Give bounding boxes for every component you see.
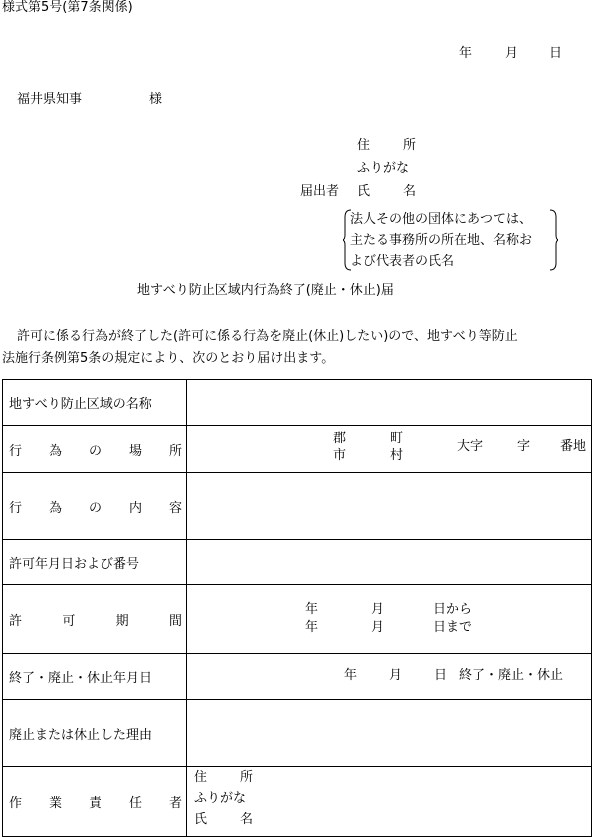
end-day: 日 <box>434 668 448 683</box>
location-oaza: 大字 <box>457 439 484 454</box>
period-to-day: 日まで <box>433 620 473 635</box>
form-number: 様式第5号(第7条関係) <box>2 0 133 15</box>
notification-form-table <box>2 379 592 837</box>
field-end-date[interactable] <box>187 654 592 700</box>
field-period[interactable] <box>187 585 592 654</box>
location-machi: 町 <box>390 431 404 446</box>
end-type: 終了・廃止・休止 <box>459 668 564 683</box>
label-end-date: 終了・廃止・休止年月日 <box>3 654 187 700</box>
label-content: 行 為 の 内 容 <box>3 473 187 540</box>
row-period <box>3 585 592 654</box>
label-supervisor: 作 業 責 任 者 <box>3 767 187 837</box>
body-line-1: 許可に係る行為が終了した(許可に係る行為を廃止(休止)したい)ので、地すべり等防止 <box>17 329 518 344</box>
end-year: 年 <box>344 668 358 683</box>
row-supervisor <box>3 767 592 837</box>
period-to-year: 年 <box>305 620 319 635</box>
applicant-address-label-2: 所 <box>403 138 417 153</box>
field-location[interactable] <box>187 426 592 473</box>
date-month-label: 月 <box>505 46 519 61</box>
date-year-label: 年 <box>459 46 473 61</box>
supervisor-address-label-2: 所 <box>240 770 254 785</box>
row-permit <box>3 540 592 585</box>
supervisor-furigana-label: ふりがな <box>194 791 247 806</box>
location-banchi: 番地 <box>560 439 587 454</box>
submitter-label: 届出者 <box>300 184 340 199</box>
field-permit[interactable] <box>187 540 592 585</box>
label-permit: 許可年月日および番号 <box>3 540 187 585</box>
applicant-name-label-2: 名 <box>403 184 417 199</box>
period-from-year: 年 <box>305 602 319 617</box>
addressee: 福井県知事 <box>17 92 83 107</box>
location-aza: 字 <box>517 439 531 454</box>
applicant-furigana-label: ふりがな <box>357 161 410 176</box>
applicant-address-label-1: 住 <box>357 138 371 153</box>
corporate-note-line-2: 主たる事務所の所在地、名称お <box>350 233 533 248</box>
supervisor-address-label-1: 住 <box>194 770 208 785</box>
row-content <box>3 473 592 540</box>
period-from-day: 日から <box>433 602 473 617</box>
date-day-label: 日 <box>549 46 563 61</box>
addressee-honorific: 様 <box>149 92 163 107</box>
period-from-month: 月 <box>371 602 385 617</box>
label-area-name: 地すべり防止区域の名称 <box>3 380 187 426</box>
location-shi: 市 <box>333 448 347 463</box>
label-period: 許 可 期 間 <box>3 585 187 654</box>
supervisor-name-label-2: 名 <box>240 812 254 827</box>
document-title: 地すべり防止区域内行為終了(廃止・休止)届 <box>137 283 394 298</box>
supervisor-name-label-1: 氏 <box>194 812 208 827</box>
row-location <box>3 426 592 473</box>
period-to-month: 月 <box>371 620 385 635</box>
field-content[interactable] <box>187 473 592 540</box>
label-reason: 廃止または休止した理由 <box>3 700 187 767</box>
corporate-note-line-3: よび代表者の氏名 <box>350 254 455 269</box>
row-end-date <box>3 654 592 700</box>
field-area-name[interactable] <box>187 380 592 426</box>
body-line-2: 法施行条例第5条の規定により、次のとおり届け出ます。 <box>2 351 335 366</box>
row-area-name <box>3 380 592 426</box>
label-location: 行 為 の 場 所 <box>3 426 187 473</box>
field-supervisor[interactable] <box>187 767 592 837</box>
row-reason <box>3 700 592 767</box>
corporate-note-line-1: 法人その他の団体にあつては、 <box>350 212 533 227</box>
field-reason[interactable] <box>187 700 592 767</box>
location-gun: 郡 <box>333 431 347 446</box>
applicant-name-label-1: 氏 <box>357 184 371 199</box>
end-month: 月 <box>389 668 403 683</box>
location-mura: 村 <box>390 448 404 463</box>
